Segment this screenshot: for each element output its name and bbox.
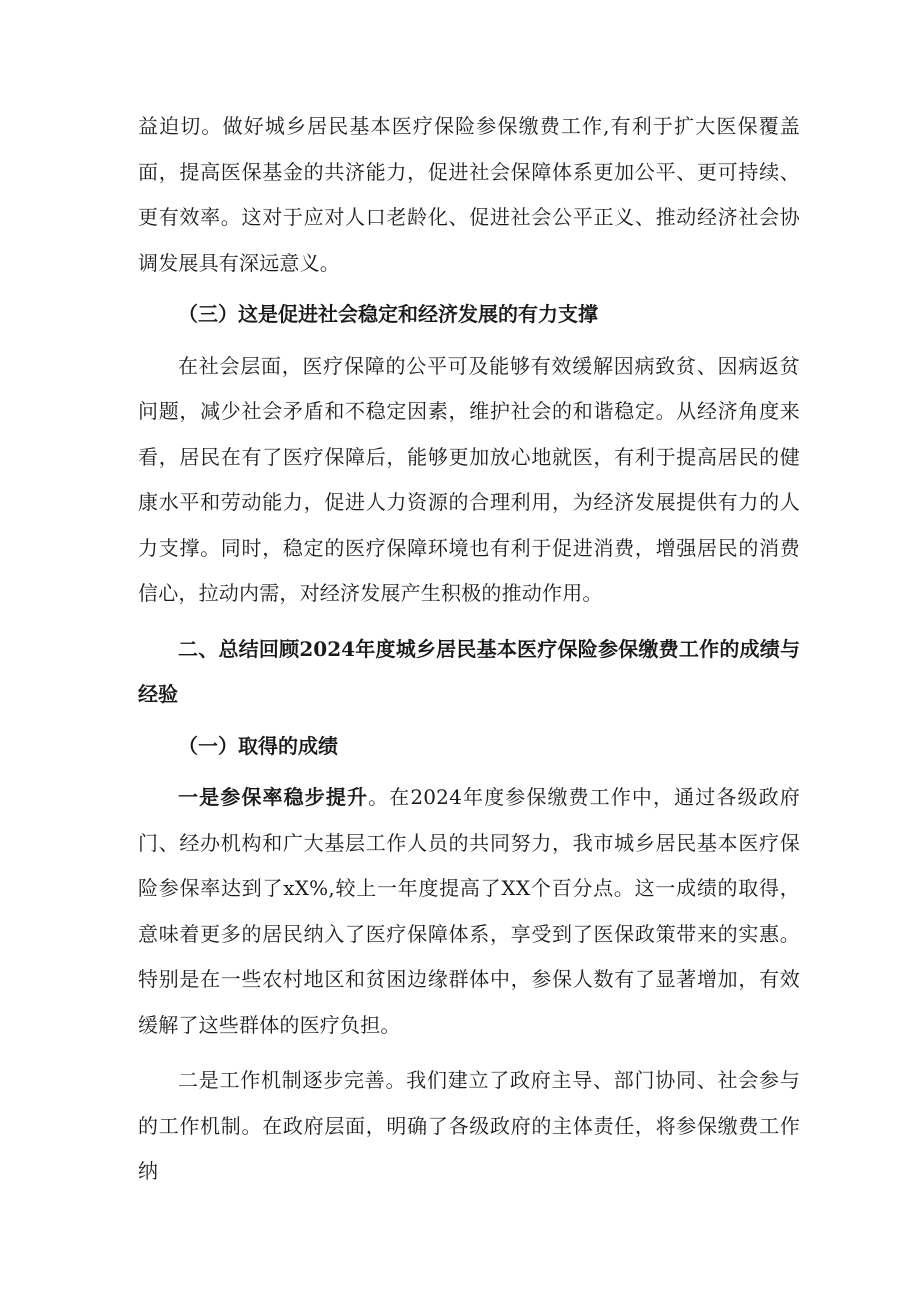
paragraph-continued: 益迫切。做好城乡居民基本医疗保险参保缴费工作,有利于扩大医保覆盖面，提高医保基金的共济能力，促进社会保障体系更加公平、更可持续、更有效率。这对于应对人口老龄化、促进社会公平正义、推动经济社会协调发展具有深远意义。 [138, 114, 800, 275]
subheading-achievements: （一）取得的成绩 [178, 733, 338, 758]
document-body [138, 104, 800, 1195]
subheading-three: （三）这是促进社会稳定和经济发展的有力支撑 [178, 302, 598, 326]
spacer [138, 617, 800, 627]
paragraph-work-mechanism: 二是工作机制逐步完善。我们建立了政府主导、部门协同、社会参与的工作机制。在政府层面，明确了各级政府的主体责任，将参保缴费工作纳 [138, 1068, 800, 1183]
paragraph-lead-bold: 一是参保率稳步提升 [178, 785, 369, 809]
paragraph-body: 。在2024年度参保缴费工作中，通过各级政府门、经办机构和广大基层工作人员的共同努力，我市城乡居民基本医疗保险参保率达到了xX%,较上一年度提高了XX个百分点。这一成绩的取得，意味着更多的居民纳入了医疗保障体系，享受到了医保政策带来的实惠。特别是在一些农村地区和贫困边缘群体中，参保人数有了显著增加，有效缓解了这些群体的医疗负担。 [138, 785, 800, 1037]
section-heading-two: 二、总结回顾2024年度城乡居民基本医疗保险参保缴费工作的成绩与经验 [138, 636, 800, 706]
paragraph-coverage-rate [138, 775, 800, 1048]
paragraph-social-economic: 在社会层面，医疗保障的公平可及能够有效缓解因病致贫、因病返贫问题，减少社会矛盾和不稳定因素，维护社会的和谐稳定。从经济角度来看，居民在有了医疗保障后，能够更加放心地就医，有利于提高居民的健康水平和劳动能力，促进人力资源的合理利用，为经济发展提供有力的人力支撑。同时，稳定的医疗保障环境也有利于促进消费，增强居民的消费信心，拉动内需，对经济发展产生积极的推动作用。 [138, 353, 800, 605]
spacer [138, 1048, 800, 1058]
